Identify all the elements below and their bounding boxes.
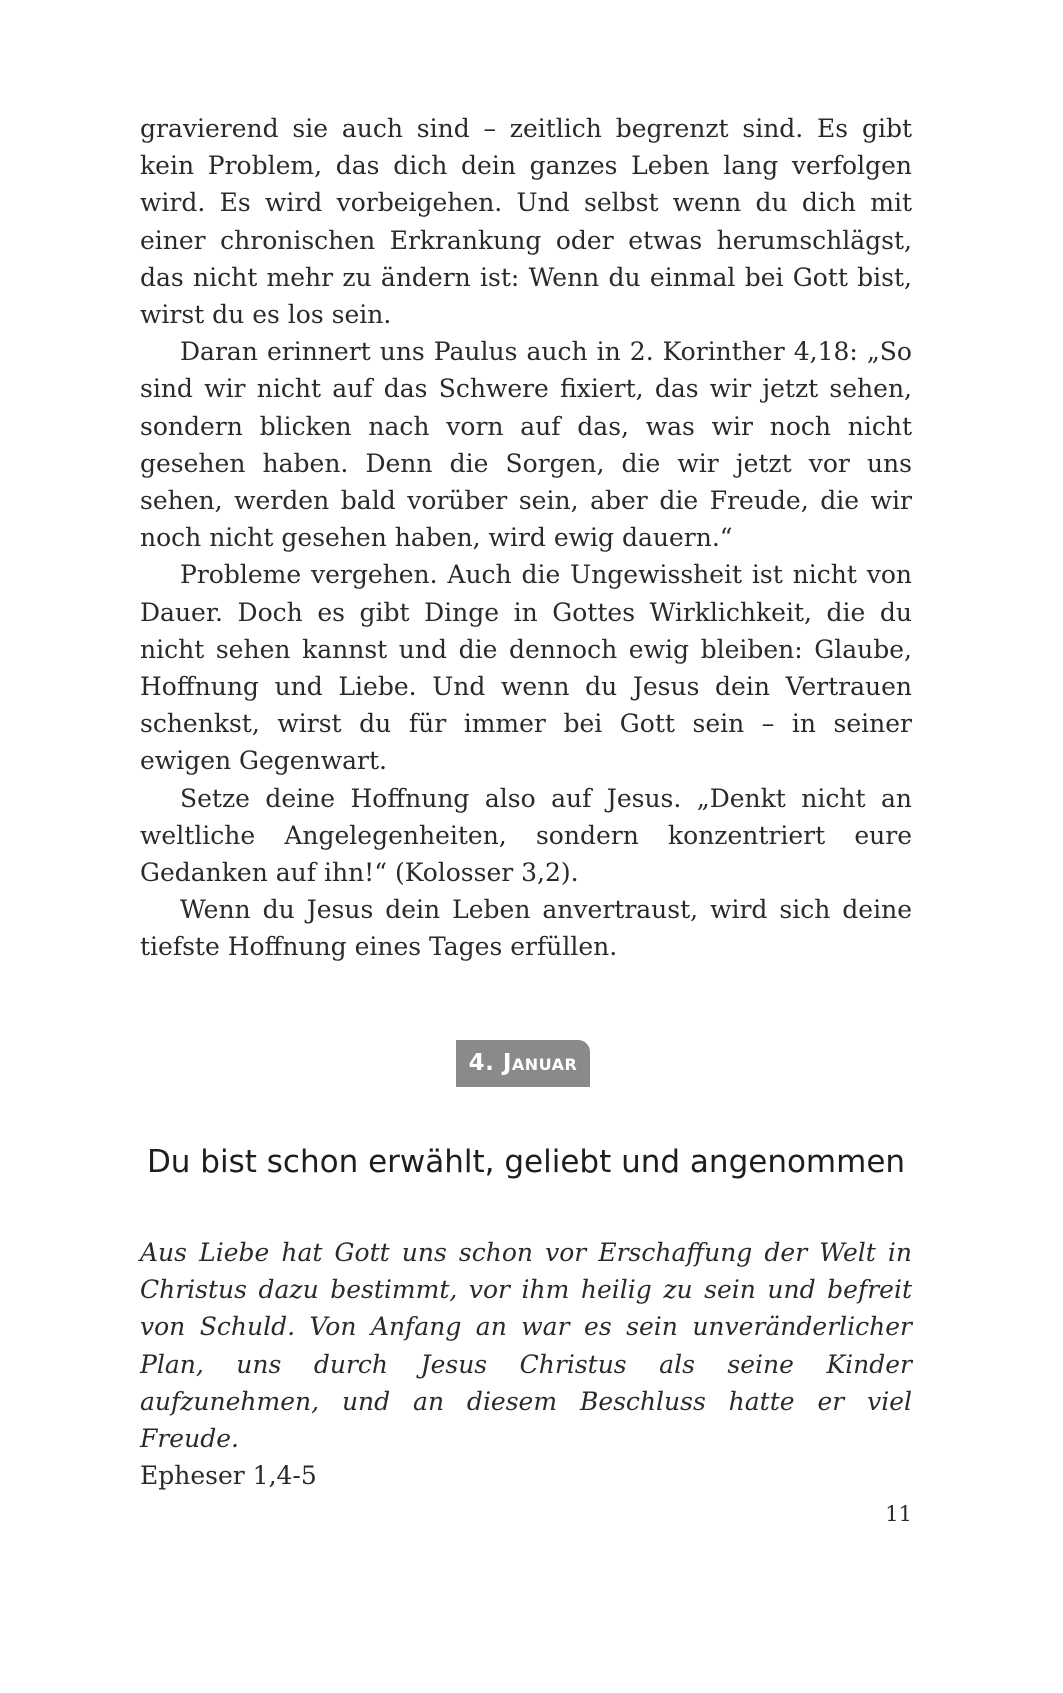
page-number: 11 bbox=[885, 1502, 912, 1526]
paragraph-2: Daran erinnert uns Paulus auch in 2. Korinther 4,18: „So sind wir nicht auf das Schwere fixiert, das wir jetzt sehen, sondern blicken nach vorn auf das, was wir noch nicht gesehen haben. Denn die Sorgen, die wir jetzt vor uns sehen, werden bald vorüber sein, aber die Freude, die wir noch nicht gesehen haben, wird ewig dauern.“ bbox=[140, 337, 912, 553]
bible-verse bbox=[140, 1234, 912, 1494]
verse-reference: Epheser 1,4-5 bbox=[140, 1461, 317, 1491]
date-label: 4. Januar bbox=[456, 1040, 590, 1087]
paragraph-3: Probleme vergehen. Auch die Ungewissheit ist nicht von Dauer. Doch es gibt Dinge in Gottes Wirklichkeit, die du nicht sehen kannst und die dennoch ewig bleiben: Glaube, Hoffnung und Liebe. Und wenn du Jesus dein Vertrauen schenkst, wirst du für immer bei Gott sein – in seiner ewigen Gegenwart. bbox=[140, 560, 912, 776]
paragraph-4: Setze deine Hoffnung also auf Jesus. „Denkt nicht an weltliche Angelegenheiten, sondern konzentriert eure Gedanken auf ihn!“ (Kolosser 3,2). bbox=[140, 783, 912, 888]
devotion-title: Du bist schon erwählt, geliebt und angenommen bbox=[146, 1144, 906, 1180]
paragraph-1: gravierend sie auch sind – zeitlich begrenzt sind. Es gibt kein Problem, das dich dein ganzes Leben lang verfolgen wird. Es wird vorbeigehen. Und selbst wenn du dich mit einer chronischen Erkrankung oder etwas herumschlägst, das nicht mehr zu ändern ist: Wenn du einmal bei Gott bist, wirst du es los sein. bbox=[140, 114, 912, 330]
paragraph-5: Wenn du Jesus dein Leben anvertraust, wird sich deine tiefste Hoffnung eines Tages erfüllen. bbox=[140, 895, 912, 962]
verse-text: Aus Liebe hat Gott uns schon vor Erschaffung der Welt in Christus dazu bestimmt, vor ihm heilig zu sein und befreit von Schuld. Von Anfang an war es sein unveränderlicher Plan, uns durch Jesus Christus als seine Kinder aufzunehmen, und an diesem Beschluss hatte er viel Freude. bbox=[140, 1238, 912, 1454]
body-text bbox=[140, 110, 912, 966]
